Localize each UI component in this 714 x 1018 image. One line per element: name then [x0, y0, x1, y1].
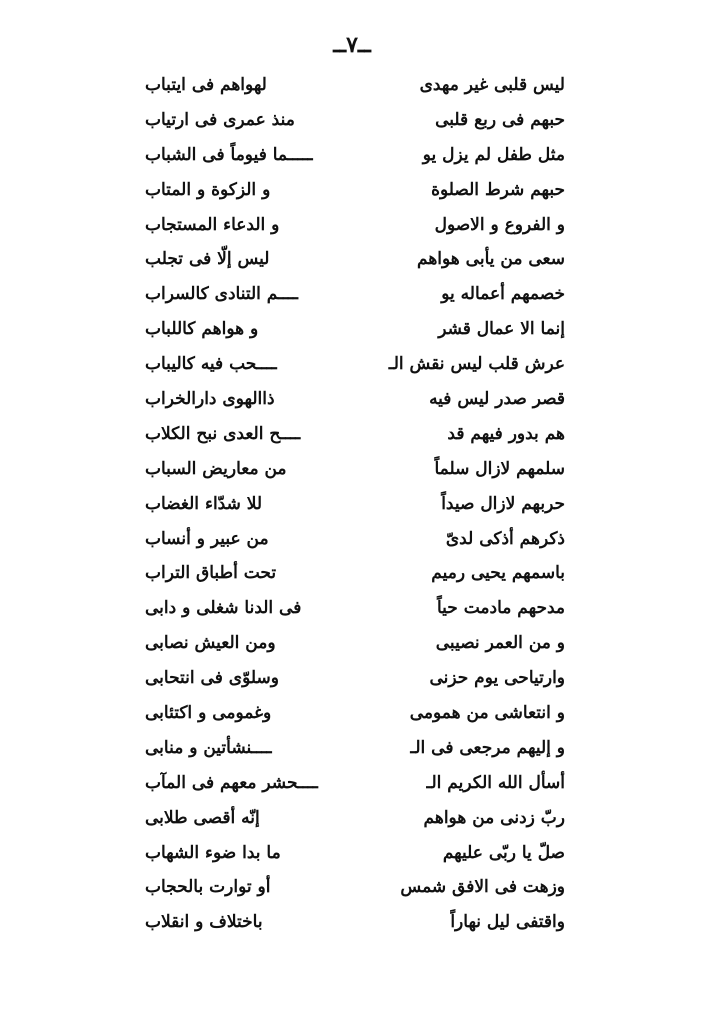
poem-line [145, 103, 565, 138]
second-hemistich: وسلوّی فی انتحابی [145, 668, 279, 689]
first-hemistich: سعی من یأبی هواهم [417, 249, 565, 270]
second-hemistich: ومن العیش نصابی [145, 633, 276, 654]
page-number: ــ۷ــ [333, 32, 371, 58]
first-hemistich: و إلیهم مرجعی فی الـ [410, 737, 565, 758]
poem-line [145, 242, 565, 277]
second-hemistich: ــــم التنادی کالسراب [145, 284, 299, 305]
second-hemistich: للا شدّاء الغضاب [145, 493, 263, 514]
second-hemistich: باختلاف و انقلاب [145, 912, 263, 933]
second-hemistich: لیس إلّا فی تجلب [145, 249, 270, 270]
poem-line [145, 661, 565, 696]
first-hemistich: إنما الا عمال قشر [438, 319, 565, 340]
second-hemistich: و هواهم کاللباب [145, 319, 259, 340]
first-hemistich: و من العمر نصیبی [435, 633, 565, 654]
first-hemistich: مثل طفل لم یزل یو [422, 144, 565, 165]
second-hemistich: ــــحب فیه کالیباب [145, 354, 277, 375]
first-hemistich: واقتفی لیل نهاراً [450, 912, 565, 933]
second-hemistich: من عبیر و أنساب [145, 528, 269, 549]
second-hemistich: إنّه أقصی طلابی [145, 807, 260, 828]
poem-line [145, 556, 565, 591]
first-hemistich: صلّ یا ربّی علیهم [442, 842, 565, 863]
poem-line [145, 68, 565, 103]
poem-line [145, 836, 565, 871]
poem-line [145, 208, 565, 243]
poem-line [145, 277, 565, 312]
second-hemistich: لهواهم فی ایتباب [145, 75, 267, 95]
second-hemistich: و الزکوة و المتاب [145, 179, 271, 200]
second-hemistich: أو توارت بالحجاب [145, 877, 271, 898]
second-hemistich: فی الدنا شغلی و دابی [145, 598, 302, 619]
second-hemistich: وغمومی و اکتئابی [145, 703, 272, 724]
second-hemistich: و الدعاء المستجاب [145, 214, 280, 235]
poem-line [145, 138, 565, 173]
first-hemistich: أسأل الله الکریم الـ [426, 772, 565, 793]
first-hemistich: سلمهم لازال سلماً [434, 458, 565, 479]
poem-line [145, 452, 565, 487]
first-hemistich: حبهم فی ربع قلبی [435, 109, 565, 130]
second-hemistich: من معاریض السباب [145, 458, 287, 479]
poem-line [145, 417, 565, 452]
first-hemistich: ذکرهم أذکی لدیّ [445, 528, 565, 549]
first-hemistich: وارتیاحی یوم حزنی [429, 668, 565, 689]
poem-line [145, 522, 565, 557]
first-hemistich: و الفروع و الاصول [434, 214, 565, 235]
poem-line [145, 382, 565, 417]
second-hemistich: تحت أطباق التراب [145, 563, 277, 584]
poem-line [145, 173, 565, 208]
poem-line [145, 696, 565, 731]
second-hemistich: ــــح العدی نبح الکلاب [145, 423, 301, 444]
first-hemistich: عرش قلب لیس نقش الـ [388, 354, 565, 375]
first-hemistich: حبهم شرط الصلوة [431, 179, 565, 200]
poem-line [145, 312, 565, 347]
first-hemistich: قصر صدر لیس فیه [429, 389, 565, 410]
second-hemistich: منذ عمری فی ارتیاب [145, 109, 295, 130]
first-hemistich: باسمهم یحیی رمیم [431, 563, 565, 584]
second-hemistich: ما بدا ضوء الشهاب [145, 842, 281, 863]
poem-line [145, 347, 565, 382]
first-hemistich: و انتعاشی من همومی [409, 703, 565, 724]
poem-line [145, 487, 565, 522]
second-hemistich: ـــــما فیوماً فی الشباب [145, 144, 313, 165]
poem-line [145, 870, 565, 905]
poem-line [145, 626, 565, 661]
first-hemistich: خصمهم أعماله یو [441, 284, 565, 305]
first-hemistich: مدحهم مادمت حیاً [437, 598, 565, 619]
first-hemistich: لیس قلبی غیر مهدی [419, 75, 565, 95]
poem-line [145, 731, 565, 766]
poem-line [145, 905, 565, 940]
second-hemistich: ــــنشأتین و منابی [145, 737, 272, 758]
poem-body [145, 68, 565, 940]
poem-line [145, 801, 565, 836]
poem-line [145, 591, 565, 626]
second-hemistich: ذاالهوی دارالخراب [145, 389, 275, 410]
first-hemistich: وزهت فی الافق شمس [400, 877, 565, 898]
first-hemistich: ربّ زدنی من هواهم [423, 807, 565, 828]
poem-line [145, 766, 565, 801]
second-hemistich: ــــحشر معهم فی المآب [145, 772, 318, 793]
first-hemistich: هم بدور فیهم قد [447, 423, 565, 444]
first-hemistich: حربهم لازال صیداً [441, 493, 565, 514]
